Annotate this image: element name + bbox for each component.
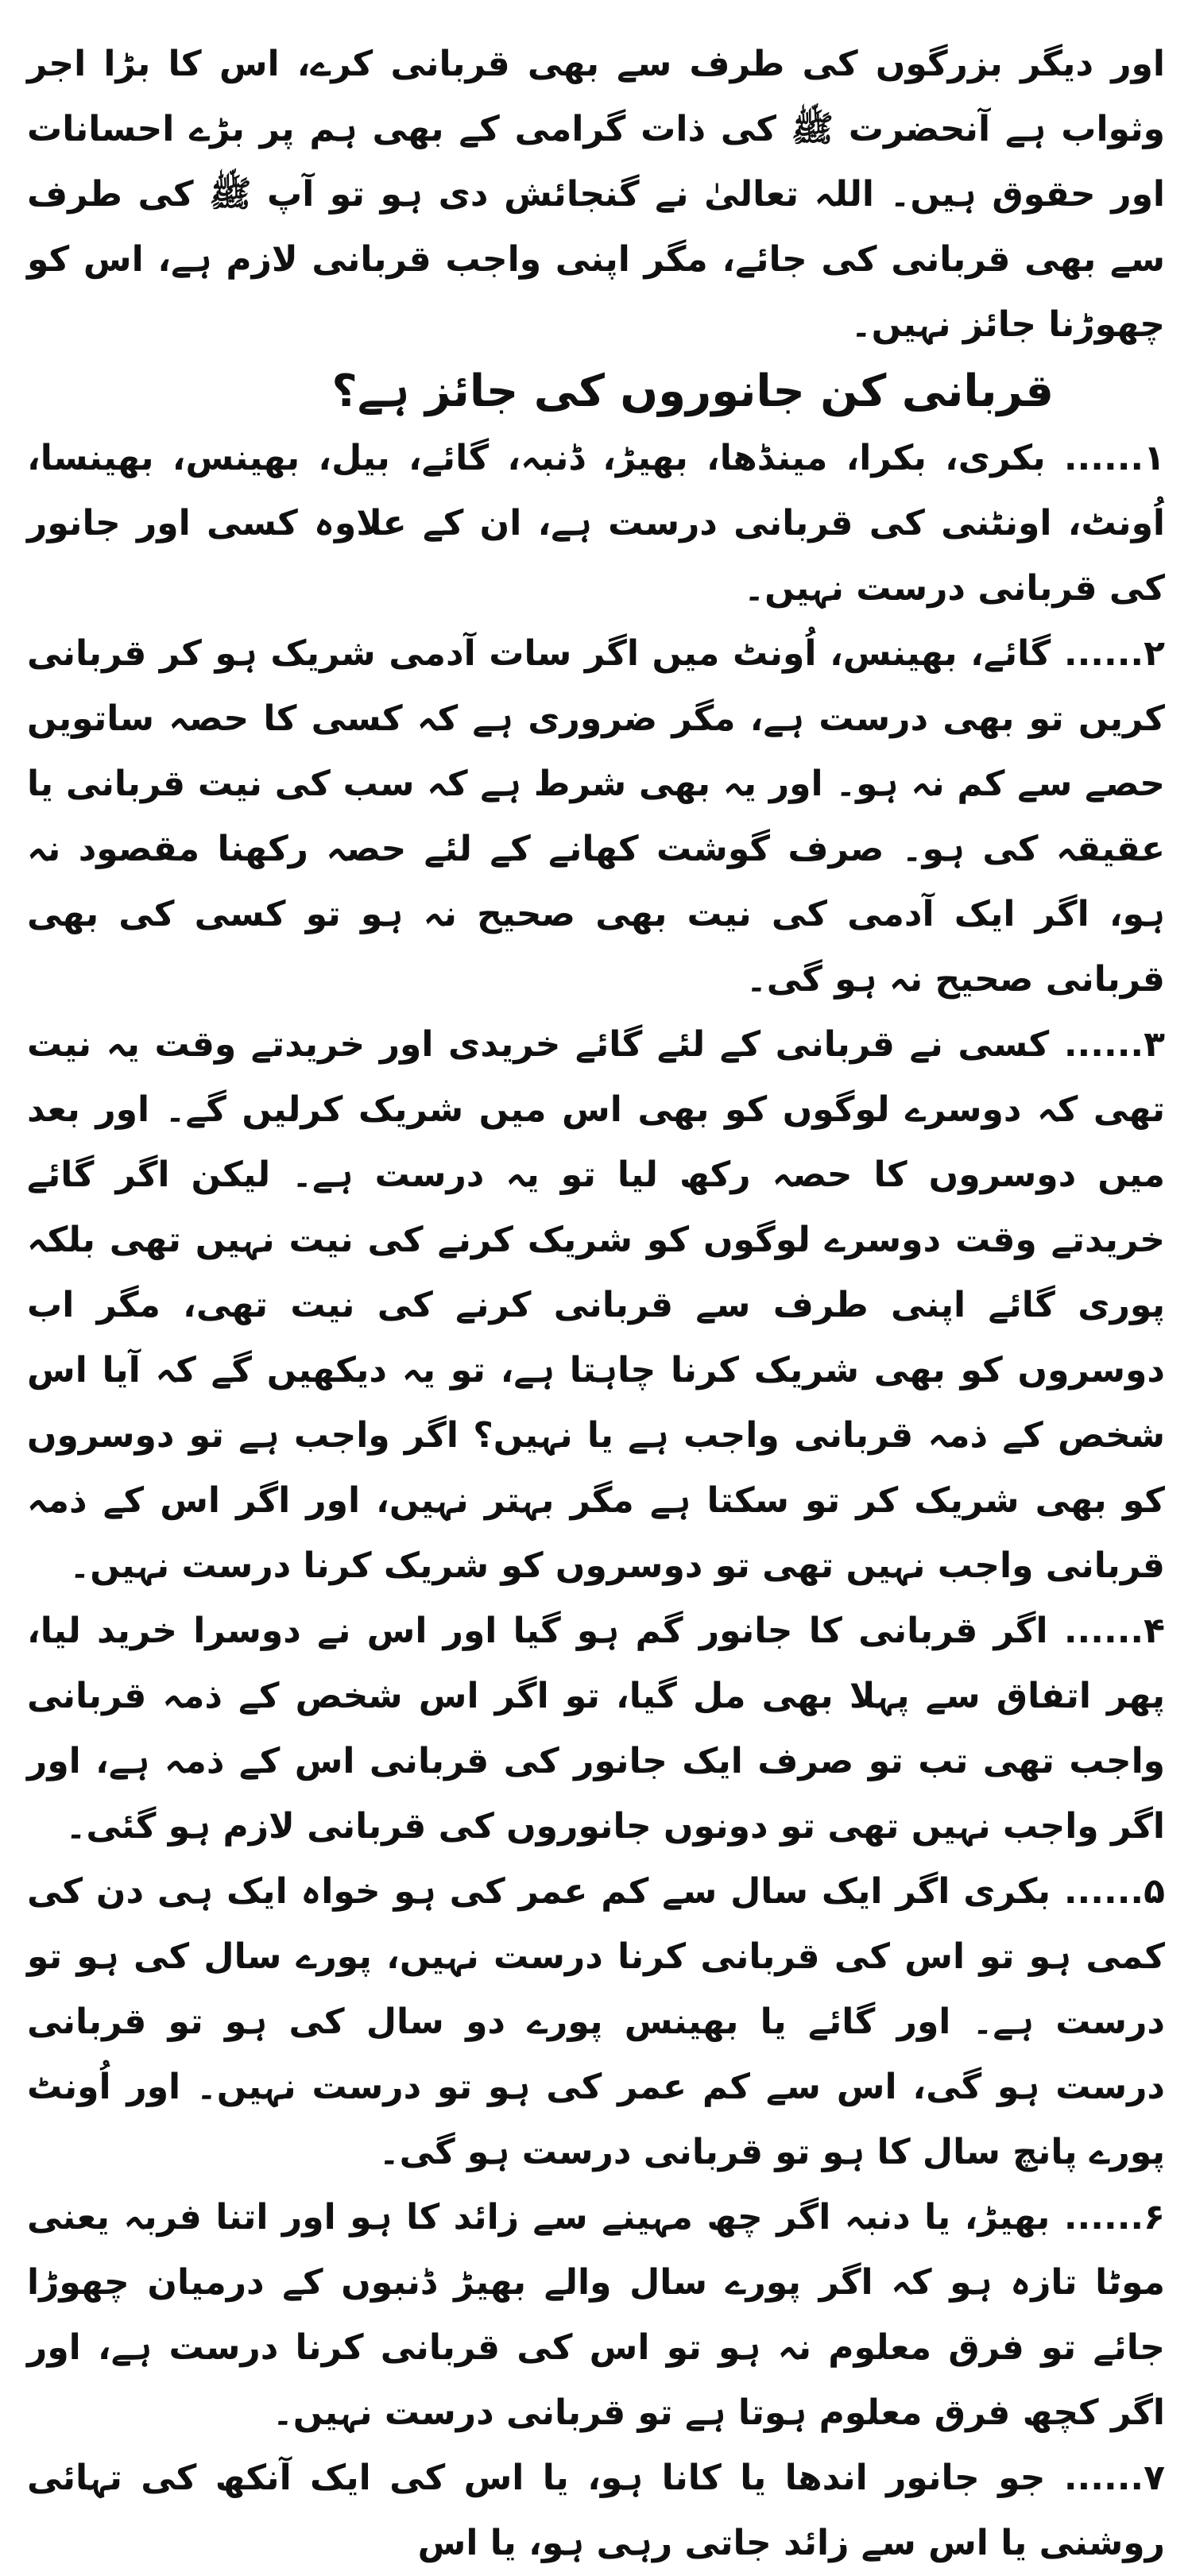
item-number: ۷...... bbox=[1063, 2458, 1165, 2498]
section-heading: قربانی کن جانوروں کی جائز ہے؟ bbox=[331, 366, 1054, 417]
list-item bbox=[27, 621, 1165, 1012]
intro-paragraph: اور دیگر بزرگوں کی طرف سے بھی قربانی کرے، اس کا بڑا اجر وثواب ہے آنحضرت ﷺ کی ذات گرامی کے بھی ہم پر بڑے احسانات اور حقوق ہیں۔ اللہ تعالیٰ نے گنجائش دی ہو تو آپ ﷺ کی طرف سے بھی قربانی کی جائے، مگر اپنی واجب قربانی لازم ہے، اس کو چھوڑنا جائز نہیں۔ bbox=[27, 44, 1165, 345]
item-text: اگر قربانی کا جانور گم ہو گیا اور اس نے دوسرا خرید لیا، پھر اتفاق سے پہلا بھی مل گیا، تو اگر اس شخص کے ذمہ قربانی واجب تھی تب تو صرف ایک جانور کی قربانی اس کے ذمہ ہے، اور اگر واجب نہیں تھی تو دونوں جانوروں کی قربانی لازم ہو گئی۔ bbox=[27, 1611, 1165, 1847]
item-number: ۴...... bbox=[1063, 1611, 1165, 1651]
list-item bbox=[27, 2185, 1165, 2446]
list-item bbox=[27, 1012, 1165, 1599]
item-number: ۱...... bbox=[1063, 438, 1165, 478]
list-item bbox=[27, 2446, 1165, 2576]
item-text: بکری اگر ایک سال سے کم عمر کی ہو خواہ ایک ہی دن کی کمی ہو تو اس کی قربانی کرنا درست نہیں، پورے سال کی ہو تو درست ہے۔ اور گائے یا بھینس پورے دو سال کی ہو تو قربانی درست ہو گی، اس سے کم عمر کی ہو تو درست نہیں۔ اور اُونٹ پورے پانچ سال کا ہو تو قربانی درست ہو گی۔ bbox=[27, 1871, 1165, 2172]
item-number: ۳...... bbox=[1063, 1024, 1165, 1065]
list-item bbox=[27, 426, 1165, 621]
list-item bbox=[27, 1599, 1165, 1859]
numbered-list bbox=[27, 426, 1165, 2576]
item-text: بھیڑ، یا دنبہ اگر چھ مہینے سے زائد کا ہو اور اتنا فربہ یعنی موٹا تازہ ہو کہ اگر پورے سال والے بھیڑ ڈنبوں کے درمیان چھوڑا جائے تو فرق معلوم نہ ہو تو اس کی قربانی کرنا درست ہے، اور اگر کچھ فرق معلوم ہوتا ہے تو قربانی درست نہیں۔ bbox=[27, 2197, 1165, 2433]
item-text: گائے، بھینس، اُونٹ میں اگر سات آدمی شریک ہو کر قربانی کریں تو بھی درست ہے، مگر ضروری ہے کہ کسی کا حصہ ساتویں حصے سے کم نہ ہو۔ اور یہ بھی شرط ہے کہ سب کی نیت قربانی یا عقیقہ کی ہو۔ صرف گوشت کھانے کے لئے حصہ رکھنا مقصود نہ ہو، اگر ایک آدمی کی نیت بھی صحیح نہ ہو تو کسی کی بھی قربانی صحیح نہ ہو گی۔ bbox=[27, 633, 1165, 1000]
item-number: ۵...... bbox=[1063, 1871, 1165, 1912]
item-number: ۶...... bbox=[1063, 2197, 1165, 2238]
list-item bbox=[27, 1859, 1165, 2185]
item-text: کسی نے قربانی کے لئے گائے خریدی اور خریدتے وقت یہ نیت تھی کہ دوسرے لوگوں کو بھی اس میں شریک کرلیں گے۔ اور بعد میں دوسروں کا حصہ رکھ لیا تو یہ درست ہے۔ لیکن اگر گائے خریدتے وقت دوسرے لوگوں کو شریک کرنے کی نیت نہیں تھی بلکہ پوری گائے اپنی طرف سے قربانی کرنے کی نیت تھی، مگر اب دوسروں کو بھی شریک کرنا چاہتا ہے، تو یہ دیکھیں گے کہ آیا اس شخص کے ذمہ قربانی واجب ہے یا نہیں؟ اگر واجب ہے تو دوسروں کو بھی شریک کر تو سکتا ہے مگر بہتر نہیں، اور اگر اس کے ذمہ قربانی واجب نہیں تھی تو دوسروں کو شریک کرنا درست نہیں۔ bbox=[27, 1024, 1165, 1586]
item-text: جو جانور اندھا یا کانا ہو، یا اس کی ایک آنکھ کی تہائی روشنی یا اس سے زائد جاتی رہی ہو، یا اس bbox=[27, 2458, 1165, 2563]
item-text: بکری، بکرا، مینڈھا، بھیڑ، ڈنبہ، گائے، بیل، بھینس، بھینسا، اُونٹ، اونٹنی کی قربانی درست ہے، ان کے علاوہ کسی اور جانور کی قربانی درست نہیں۔ bbox=[27, 438, 1165, 609]
item-number: ۲...... bbox=[1063, 633, 1166, 674]
